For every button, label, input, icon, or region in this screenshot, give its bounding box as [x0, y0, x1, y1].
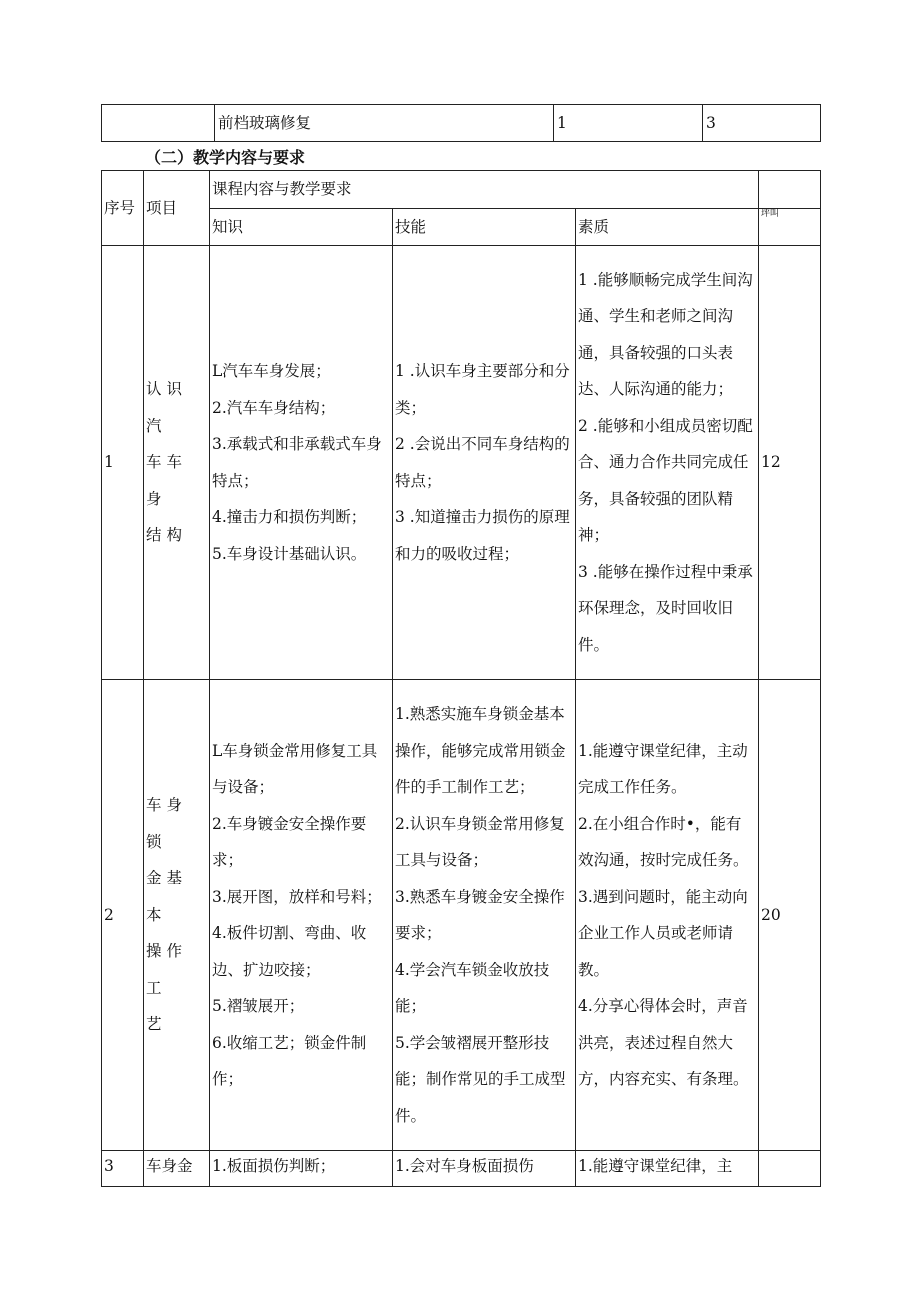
- table-row: [102, 105, 821, 142]
- knowledge-header: 知识: [210, 209, 393, 246]
- header-row: [102, 209, 821, 246]
- quality-header: 素质: [576, 209, 759, 246]
- seq-header: 序号: [102, 171, 144, 246]
- item-cell: 前档玻璃修复: [215, 105, 554, 142]
- hours-header: 坪叫: [759, 209, 821, 246]
- curriculum-table: [101, 170, 821, 1187]
- quality-cell: 1 .能够顺畅完成学生间沟通、学生和老师之间沟通，具备较强的口头表达、人际沟通的能力； 2 .能够和小组成员密切配合、通力合作共同完成任务，具备较强的团队精神； 3 .能够在操作过程中秉承环保理念，及时回收旧件。: [576, 246, 759, 680]
- quality-cell: 1.能遵守课堂纪律，主: [576, 1151, 759, 1187]
- content-group-header: 课程内容与教学要求: [210, 171, 759, 209]
- table-row: [102, 680, 821, 1151]
- seq-cell: 3: [102, 1151, 144, 1187]
- hours-cell: 12: [759, 246, 821, 680]
- value-cell: 3: [703, 105, 821, 142]
- project-cell: 认识汽 车车身 结构: [144, 246, 210, 680]
- table-row: [102, 246, 821, 680]
- hours-cell: 20: [759, 680, 821, 1151]
- knowledge-cell: 1.板面损伤判断；: [210, 1151, 393, 1187]
- table-row: [102, 1151, 821, 1187]
- quality-cell: 1.能遵守课堂纪律，主动完成工作任务。 2.在小组合作时•，能有效沟通，按时完成任务。 3.遇到问题时，能主动向企业工作人员或老师请教。 4.分享心得体会时，声音洪亮，表述过程自然大方，内容充实、有条理。: [576, 680, 759, 1151]
- knowledge-cell: L汽车车身发展； 2.汽车车身结构； 3.承载式和非承载式车身特点； 4.撞击力和损伤判断； 5.车身设计基础认识。: [210, 246, 393, 680]
- seq-cell: 1: [102, 246, 144, 680]
- hours-cell: [759, 1151, 821, 1187]
- skill-cell: 1 .认识车身主要部分和分类； 2 .会说出不同车身结构的特点； 3 .知道撞击力损伤的原理和力的吸收过程；: [393, 246, 576, 680]
- header-row: [102, 171, 821, 209]
- knowledge-cell: L车身锁金常用修复工具与设备； 2.车身镀金安全操作要求； 3.展开图，放样和号料； 4.板件切割、弯曲、收边、扩边咬接； 5.褶皱展开； 6.收缩工艺；锁金件制作；: [210, 680, 393, 1151]
- skill-cell: 1.熟悉实施车身锁金基本操作，能够完成常用锁金件的手工制作工艺； 2.认识车身锁金常用修复工具与设备； 3.熟悉车身镀金安全操作要求； 4.学会汽车锁金收放技能； 5.学会皱褶展开整形技能；制作常见的手工成型件。: [393, 680, 576, 1151]
- project-cell: 车身金: [144, 1151, 210, 1187]
- seq-cell: 2: [102, 680, 144, 1151]
- previous-table: [101, 104, 821, 142]
- project-header: 项目: [144, 171, 210, 246]
- value-cell: 1: [554, 105, 703, 142]
- empty-header-cell: [759, 171, 821, 209]
- empty-cell: [102, 105, 215, 142]
- section-heading: （二）教学内容与要求: [145, 148, 306, 167]
- skill-cell: 1.会对车身板面损伤: [393, 1151, 576, 1187]
- skill-header: 技能: [393, 209, 576, 246]
- project-cell: 车身锁 金基本 操作工 艺: [144, 680, 210, 1151]
